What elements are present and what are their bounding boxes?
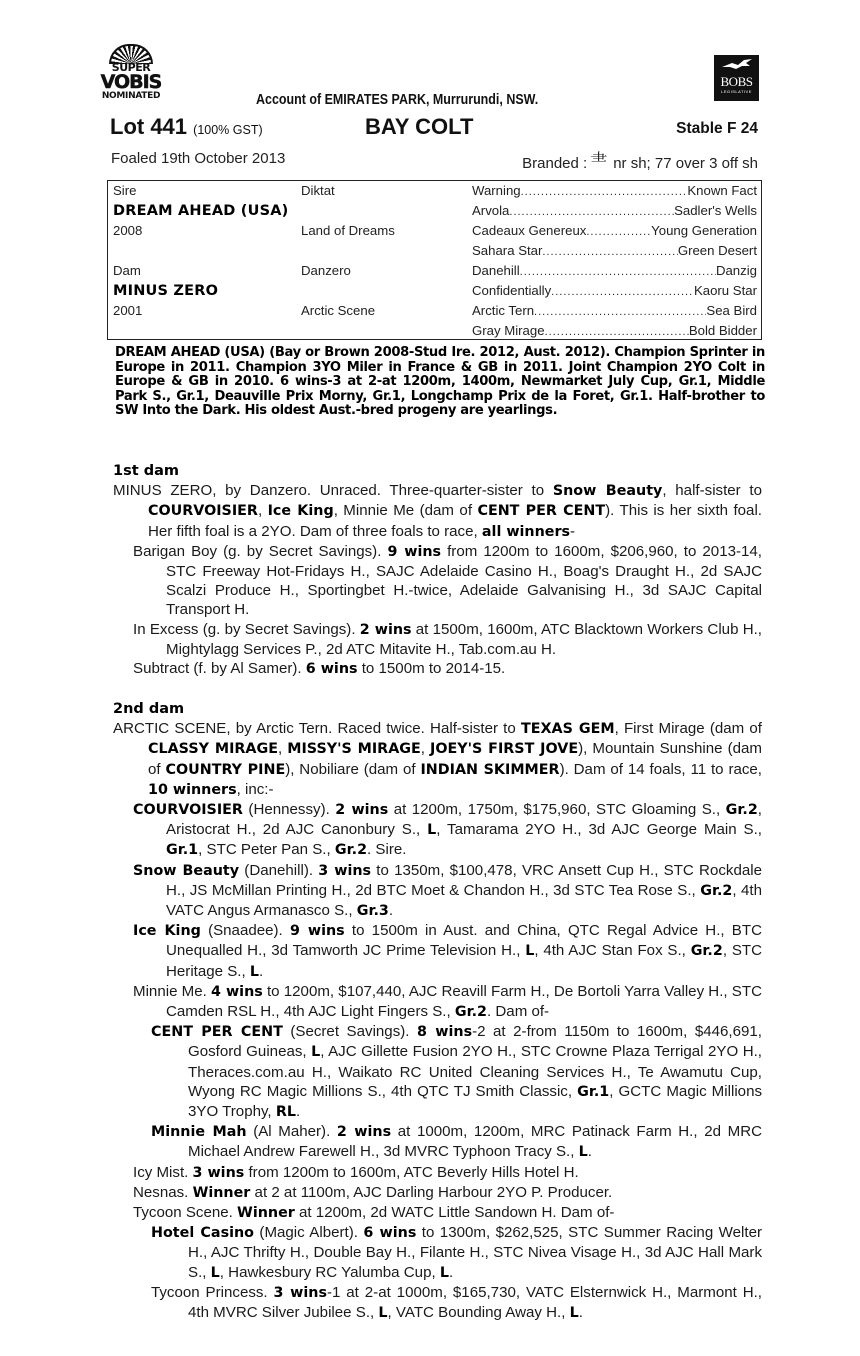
bold-text: CENT PER CENT [477, 503, 606, 520]
bold-text: 3 wins [318, 862, 372, 879]
text: Minnie Me. [133, 982, 212, 1000]
text: at 2 at 1100m, AJC Darling Harbour 2YO P. Producer. [250, 1183, 613, 1201]
text: (Secret Savings). [282, 1023, 418, 1041]
section-title: 2nd dam [113, 701, 185, 717]
progeny-entry [113, 1122, 762, 1162]
bold-text: CENT PER CENT [151, 1024, 283, 1041]
bold-text: 3 wins [273, 1284, 327, 1301]
progeny-entry [113, 481, 762, 542]
bold-text: Gr.2 [725, 802, 758, 819]
text: at 1000m, 1200m, MRC Patinack Farm H., 2d MRC Michael Andrew Farewell H., 3d MVRC Typhoon Tracy S., [188, 1123, 762, 1161]
pedigree-col2: Danzero [301, 263, 351, 278]
bold-text: COURVOISIER [148, 503, 258, 520]
text: , STC Heritage S., [166, 942, 763, 980]
bold-text: INDIAN SKIMMER [420, 761, 560, 778]
text: from 1200m to 1600m, $206,960, to 2013-14, STC Freeway Hot-Fridays H., SAJC Adelaide Casino H., Boag's Draught H., 2d SAJC Scalzi Produce H., Sportingbet H.-twice, Adelaide Galvanising H., 3d SAJC Capital Transport H. [166, 542, 763, 619]
bold-text: Snow Beauty [552, 483, 663, 500]
branding [522, 148, 758, 173]
logo-text-super: SUPER [111, 61, 151, 74]
text: In Excess (g. by Secret Savings). [133, 620, 360, 638]
dot-leader [586, 223, 651, 238]
text: (Danehill). [239, 861, 319, 879]
pedigree-col2: Arctic Scene [301, 303, 376, 318]
bold-text: L [311, 1044, 321, 1061]
lot-label: Lot 441 [110, 114, 188, 139]
progeny-entry [113, 542, 762, 620]
text: , [277, 740, 288, 758]
text: , [257, 502, 268, 520]
pedigree-sire-name: Confidentially [472, 283, 552, 298]
text: (Hennessy). [242, 801, 336, 819]
bold-text: 8 wins [417, 1024, 473, 1041]
text: , Hawkesbury RC Yalumba Cup, [219, 1263, 440, 1281]
pedigree-grandsire-name: Kaoru Star [693, 283, 757, 298]
pedigree-grandsire-name: Bold Bidder [688, 323, 757, 338]
section-title: 1st dam [113, 463, 179, 479]
bold-text: Hotel Casino [151, 1225, 254, 1242]
progeny-entry [113, 620, 762, 659]
first-dam-entries [113, 481, 762, 679]
pedigree-row [108, 323, 761, 343]
bold-text: Gr.2 [690, 943, 723, 960]
text: (Snaadee). [200, 922, 290, 940]
dot-leader [551, 283, 694, 298]
progeny-entry [113, 800, 762, 861]
bold-text: L [249, 963, 260, 980]
bold-text: 2 wins [336, 1124, 392, 1141]
text: , 4th VATC Angus Armanasco S., [166, 881, 762, 920]
brand-mark-icon: ⺻ [590, 151, 608, 171]
progeny-entry [113, 982, 762, 1022]
text: , GCTC Magic Millions 3YO Trophy, [188, 1082, 763, 1121]
progeny-entry [113, 1203, 762, 1223]
bold-text: L [427, 822, 437, 839]
bold-text: Winner [192, 1184, 251, 1201]
horse-description: BAY COLT [365, 114, 474, 139]
pedigree-table [107, 180, 762, 340]
progeny-entry [113, 921, 762, 982]
gst-note: (100% GST) [193, 123, 263, 137]
pedigree-col1: 2001 [113, 303, 143, 318]
text: . [388, 902, 394, 920]
first-dam-section [113, 462, 762, 679]
text: at 1200m, 1750m, $175,960, STC Gloaming S., [388, 801, 726, 819]
pedigree-row [108, 183, 761, 203]
bold-text: Ice King [133, 923, 201, 940]
text: . [259, 962, 264, 980]
dot-leader [534, 303, 706, 318]
bold-text: 3 wins [192, 1164, 245, 1181]
progeny-entry [113, 1163, 762, 1183]
pedigree-col1: MINUS ZERO [113, 283, 219, 299]
pedigree-col2: Diktat [301, 183, 335, 198]
super-vobis-nominated-logo [92, 44, 170, 106]
progeny-entry [113, 1283, 762, 1323]
pedigree-col3 [472, 243, 757, 258]
text: , half-sister to [662, 482, 763, 500]
pedigree-col1: 2008 [113, 223, 143, 238]
bold-text: Gr.1 [577, 1083, 610, 1100]
text: . [578, 1304, 583, 1322]
text: , 4th AJC Stan Fox S., [534, 942, 691, 960]
bold-text: Gr.2 [454, 1004, 488, 1021]
text: (Al Maher). [246, 1123, 337, 1141]
text: (Magic Albert). [253, 1224, 364, 1242]
bold-text: MISSY'S MIRAGE [287, 741, 421, 758]
branded-text: nr sh; 77 over 3 off sh [613, 155, 758, 172]
bold-text: Minnie Mah [151, 1124, 247, 1141]
vendor-account: Account of EMIRATES PARK, Murrurundi, NSW. [256, 92, 539, 108]
text: ), Nobiliare (dam of [285, 760, 421, 778]
bold-text: L [210, 1264, 220, 1281]
bold-text: Gr.1 [166, 842, 199, 859]
text: from 1200m to 1600m, ATC Beverly Hills Hotel H. [244, 1163, 579, 1181]
pedigree-grandsire-name: Sadler's Wells [674, 203, 757, 218]
text: to 1500m in Aust. and China, QTC Regal Advice H., BTC Unequalled H., 3d Tamworth JC Prime Television H., [166, 922, 762, 960]
bold-text: Snow Beauty [133, 862, 240, 879]
bold-text: all winners [481, 523, 571, 540]
bold-text: Gr.2 [700, 882, 733, 899]
progeny-entry [113, 1223, 762, 1283]
text: , Minnie Me (dam of [333, 502, 478, 520]
text: - [570, 522, 576, 540]
text: . [448, 1263, 454, 1281]
branded-label: Branded : [522, 155, 588, 172]
pedigree-grandsire-name: Danzig [715, 263, 757, 278]
progeny-entry [113, 861, 762, 922]
text: at 1500m, 1600m, ATC Blacktown Workers Club H., Mightylagg Services P., 2d ATC Mitavite H., Tab.com.au H. [166, 620, 762, 658]
progeny-entry [113, 659, 762, 679]
pedigree-sire-name: Arctic Tern [472, 303, 535, 318]
bold-text: TEXAS GEM [520, 721, 615, 738]
bold-text: 10 winners [148, 781, 237, 798]
pedigree-grandsire-name: Sea Bird [706, 303, 757, 318]
progeny-entry [113, 1183, 762, 1203]
pedigree-sire-name: Gray Mirage [472, 323, 545, 338]
dot-leader [520, 263, 716, 278]
pedigree-col3 [472, 183, 757, 198]
text: MINUS ZERO, by Danzero. Unraced. Three-quarter-sister to [113, 482, 553, 500]
pedigree-grandsire-name: Young Generation [651, 223, 757, 238]
text: Barigan Boy (g. by Secret Savings). [133, 542, 388, 560]
bold-text: 6 wins [305, 661, 358, 678]
text: Tycoon Scene. [133, 1204, 238, 1222]
pedigree-grandsire-name: Known Fact [687, 183, 757, 198]
text: , inc:- [236, 780, 274, 798]
bold-text: COUNTRY PINE [165, 761, 286, 778]
pedigree-col3 [472, 303, 757, 318]
text: at 1200m, 2d WATC Little Sandown H. Dam of- [294, 1204, 615, 1222]
pedigree-row [108, 203, 761, 223]
text: ). This is her sixth foal. Her fifth foal is a 2YO. Dam of three foals to race, [148, 502, 762, 540]
dot-leader [545, 323, 689, 338]
progeny-entry [113, 719, 762, 800]
text: ARCTIC SCENE, by Arctic Tern. Raced twice. Half-sister to [113, 720, 521, 738]
pedigree-row [108, 283, 761, 303]
text: . [587, 1143, 592, 1161]
text: . Dam of- [487, 1003, 550, 1021]
bold-text: JOEY'S FIRST JOVE [430, 741, 579, 758]
text: , Aristocrat H., 2d AJC Canonbury S., [166, 801, 762, 839]
pedigree-sire-name: Sahara Star [472, 243, 543, 258]
dot-leader [521, 183, 688, 198]
pedigree-col1: Dam [113, 263, 141, 278]
pedigree-col3 [472, 263, 757, 278]
bold-text: 9 wins [387, 543, 442, 560]
bold-text: 2 wins [335, 802, 389, 819]
lot-number [110, 114, 263, 140]
pedigree-col2: Land of Dreams [301, 223, 395, 238]
bold-text: Ice King [267, 503, 334, 520]
text: to 1300m, $262,525, STC Summer Racing Welter H., AJC Thrifty H., Double Bay H., Filante H., STC Nivea Visage H., 3d AJC Hall Mark S., [188, 1224, 762, 1281]
bold-text: L [569, 1305, 579, 1322]
pedigree-grandsire-name: Green Desert [677, 243, 757, 258]
bold-text: L [439, 1264, 449, 1281]
bold-text: Winner [237, 1205, 295, 1222]
pedigree-row [108, 243, 761, 263]
pedigree-sire-name: Arvola [472, 203, 510, 218]
text: Icy Mist. [133, 1163, 193, 1181]
text: , STC Peter Pan S., [198, 841, 335, 859]
logo-text-sub: LEGISLATIVE [721, 89, 752, 94]
text: Tycoon Princess. [151, 1283, 274, 1301]
stable-location: Stable F 24 [676, 120, 758, 137]
bold-text: CLASSY MIRAGE [148, 741, 278, 758]
bold-text: L [525, 943, 535, 960]
bold-text: 4 wins [211, 983, 263, 1000]
pedigree-sire-name: Warning [472, 183, 521, 198]
text: . [295, 1103, 301, 1121]
pedigree-col1: Sire [113, 183, 137, 198]
second-dam-entries [113, 719, 762, 1323]
dot-leader [542, 243, 677, 258]
pedigree-row [108, 263, 761, 283]
bold-text: RL [275, 1104, 296, 1121]
bold-text: Gr.2 [334, 842, 368, 859]
pedigree-col3 [472, 323, 757, 338]
text: . Sire. [367, 841, 407, 859]
bold-text: Gr.3 [356, 903, 389, 920]
foaled-date: Foaled 19th October 2013 [111, 150, 286, 167]
text: to 1500m to 2014-15. [357, 660, 506, 678]
pedigree-col1: DREAM AHEAD (USA) [113, 203, 289, 219]
bold-text: 9 wins [289, 923, 345, 940]
text: , First Mirage (dam of [614, 720, 762, 738]
logo-text-nominated: NOMINATED [101, 91, 161, 101]
logo-text-vobis: VOBIS [100, 71, 162, 93]
second-dam-section [113, 700, 762, 1323]
sire-summary: DREAM AHEAD (USA) (Bay or Brown 2008-Stud Ire. 2012, Aust. 2012). Champion Sprinter in Europe in 2011. Champion 3YO Miler in France & GB in 2011. Joint Champion 2YO Colt in Europe & GB in 2010. 6 wins-3 at 2-at 1200m, 1400m, Newmarket July Cup, Gr.1, Middle Park S., Gr.1, Deauville Prix Morny, Gr.1, Longchamp Prix de la Foret, Gr.1. Half-brother to SW Into the Dark. His oldest Aust.-bred progeny are yearlings. [115, 345, 765, 419]
text: , Tamarama 2YO H., 3d AJC George Main S., [436, 821, 762, 839]
text: to 1200m, $107,440, AJC Reavill Farm H., De Bortoli Yarra Valley H., STC Camden RSL H., 4th AJC Light Fingers S., [166, 982, 762, 1021]
bold-text: 6 wins [363, 1225, 417, 1242]
text: ), Mountain Sunshine (dam of [148, 740, 762, 778]
text: , AJC Gillette Fusion 2YO H., STC Crowne Plaza Terrigal 2YO H., Theraces.com.au H., Waikato RC United Cleaning Services H., Te Awamutu Cup, Wyong RC Magic Millions S., 4th QTC TJ Smith Classic, [188, 1043, 762, 1100]
pedigree-row [108, 303, 761, 323]
text: ). Dam of 14 foals, 11 to race, [559, 760, 763, 778]
pedigree-col3 [472, 223, 757, 238]
bold-text: L [578, 1144, 588, 1161]
pedigree-col3 [472, 283, 757, 298]
bold-text: COURVOISIER [133, 802, 243, 819]
pedigree-sire-name: Cadeaux Genereux [472, 223, 587, 238]
text: Nesnas. [133, 1183, 193, 1201]
text: -2 at 2-from 1150m to 1600m, $446,691, Gosford Guineas, [188, 1023, 762, 1061]
bold-text: L [378, 1305, 388, 1322]
pedigree-col3 [472, 203, 757, 218]
dot-leader [509, 203, 674, 218]
pedigree-sire-name: Danehill [472, 263, 520, 278]
text: to 1350m, $100,478, VRC Ansett Cup H., STC Rockdale H., JS McMillan Printing H., 2d BTC Moet & Chandon H., 3d STC Tea Rose S., [166, 861, 762, 899]
pedigree-row [108, 223, 761, 243]
text: -1 at 2-at 1000m, $165,730, VATC Elsternwick H., Marmont H., 4th MVRC Silver Jubilee S., [188, 1283, 762, 1322]
text: , [420, 740, 431, 758]
logo-text-bobs: BOBS [720, 74, 753, 89]
text: , VATC Bounding Away H., [387, 1304, 570, 1322]
bird-icon [714, 57, 759, 75]
progeny-entry [113, 1022, 762, 1122]
bold-text: 2 wins [359, 621, 412, 638]
bobs-logo [714, 55, 759, 101]
text: Subtract (f. by Al Samer). [133, 660, 306, 678]
